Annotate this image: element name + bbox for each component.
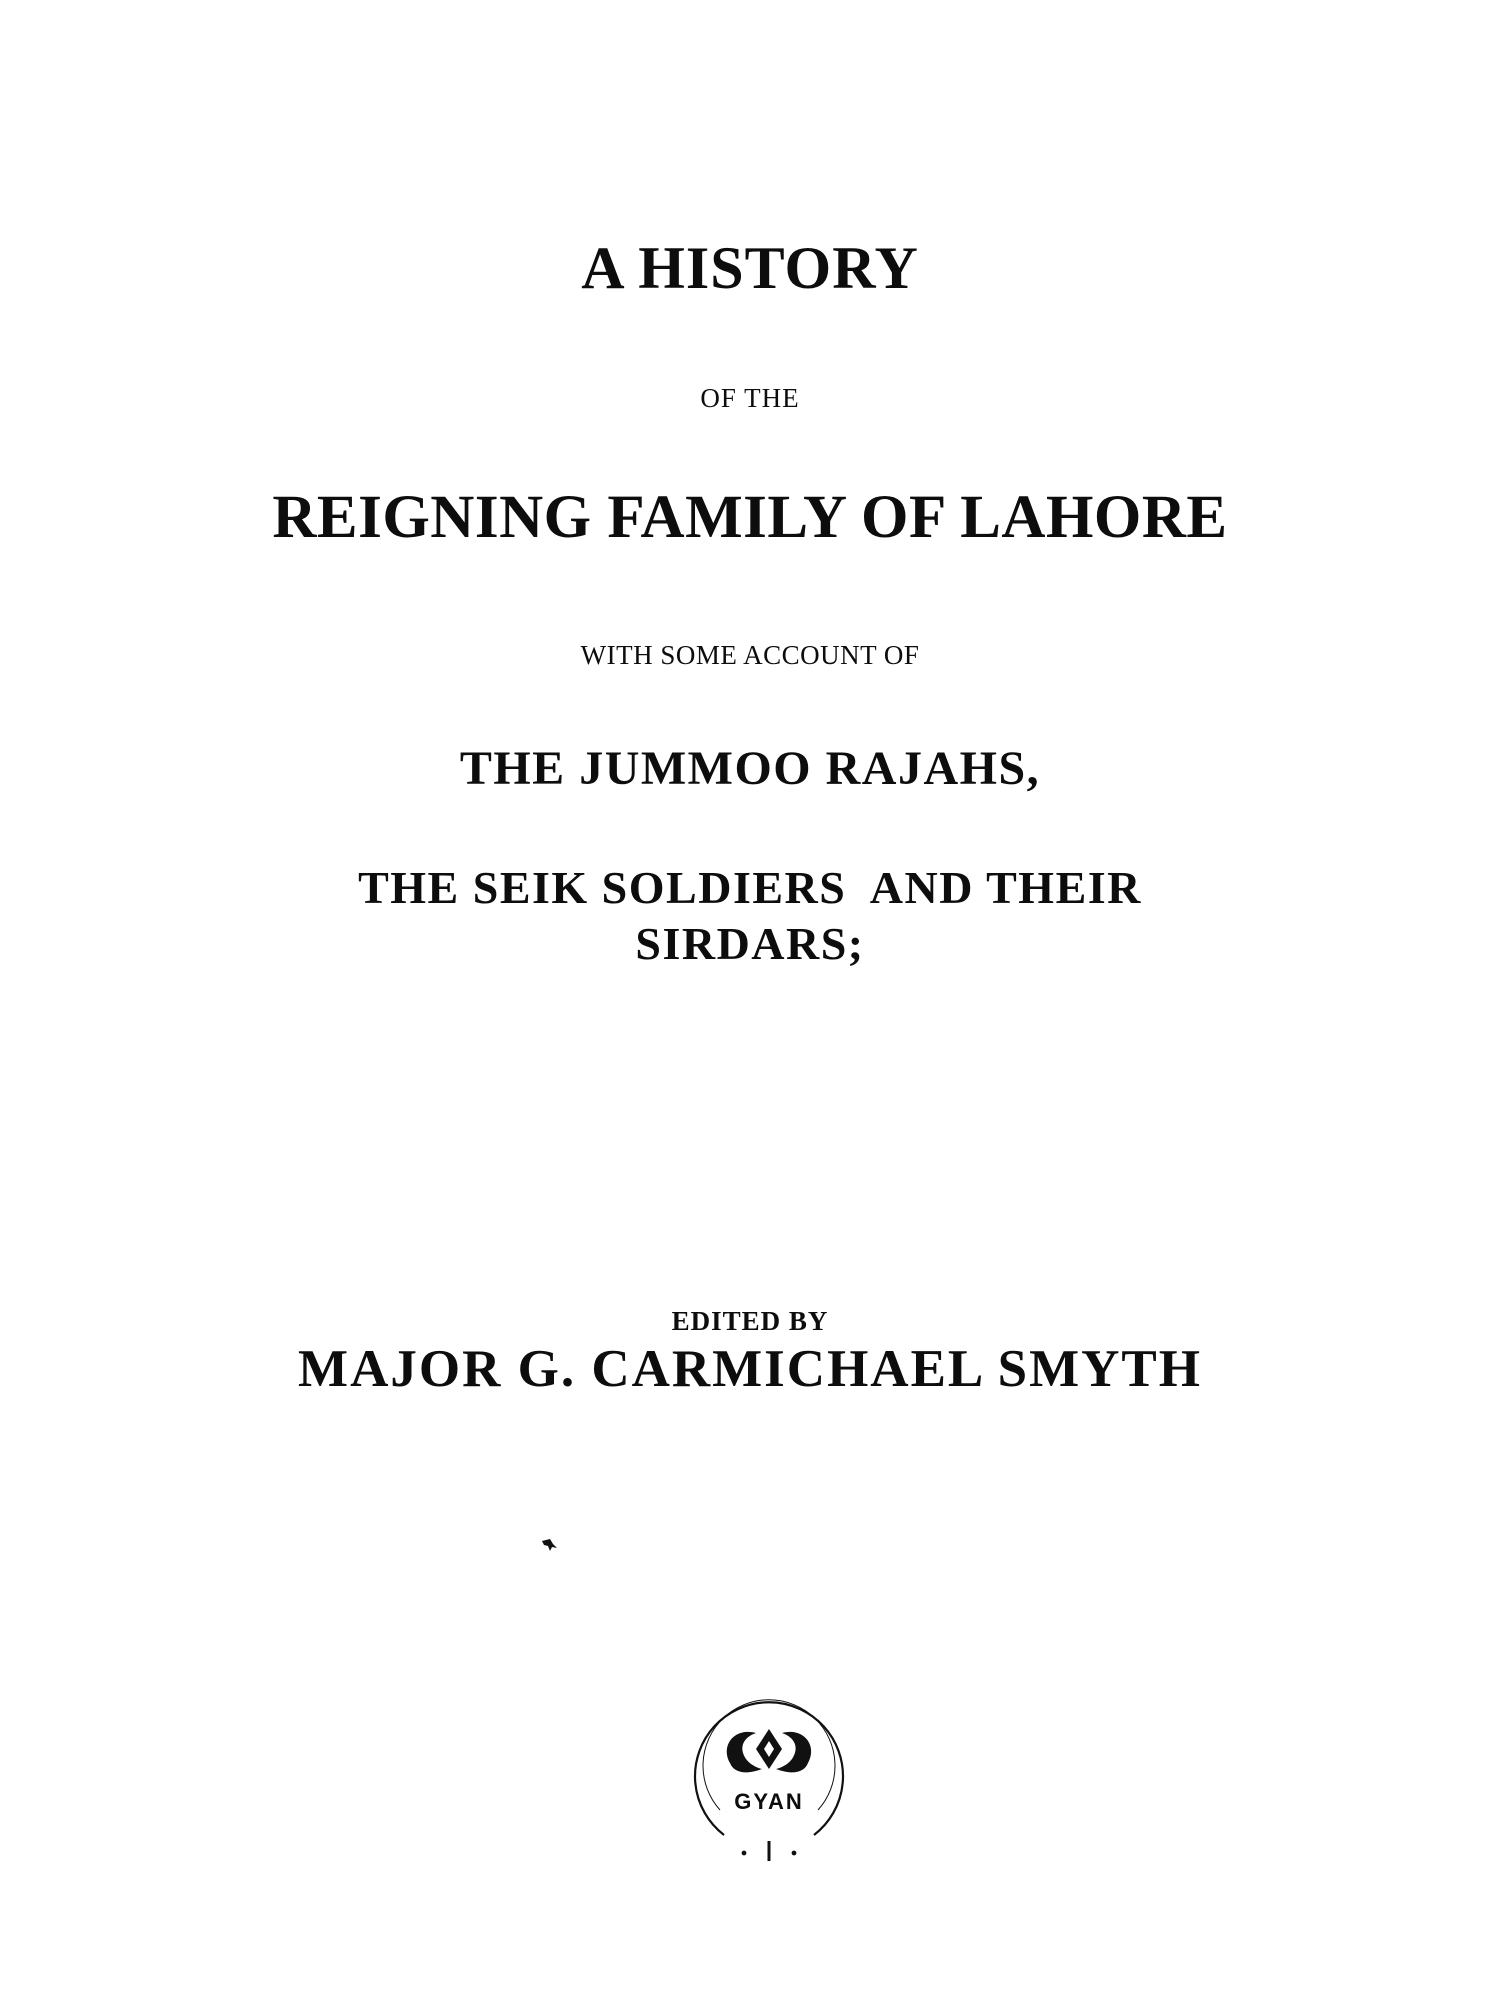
ink-speck [538, 1535, 562, 1559]
subtitle-line-3: SIRDARS; [635, 918, 865, 969]
subtitle-line-1: THE JUMMOO RAJAHS, [459, 742, 1041, 795]
publisher-logo [690, 1685, 848, 1865]
subtitle-connector: WITH SOME ACCOUNT OF [580, 640, 920, 670]
edited-by-label: EDITED BY [671, 1306, 829, 1336]
subtitle-line-2: THE SEIK SOLDIERS AND THEIR [358, 862, 1142, 913]
book-title-main: REIGNING FAMILY OF LAHORE [272, 484, 1228, 551]
editor-name: MAJOR G. CARMICHAEL SMYTH [298, 1340, 1202, 1398]
publisher-logo-text: GYAN [734, 1789, 804, 1814]
gyan-emblem-icon [690, 1685, 848, 1865]
book-title: A HISTORY [581, 235, 919, 301]
title-connector: OF THE [700, 383, 800, 413]
